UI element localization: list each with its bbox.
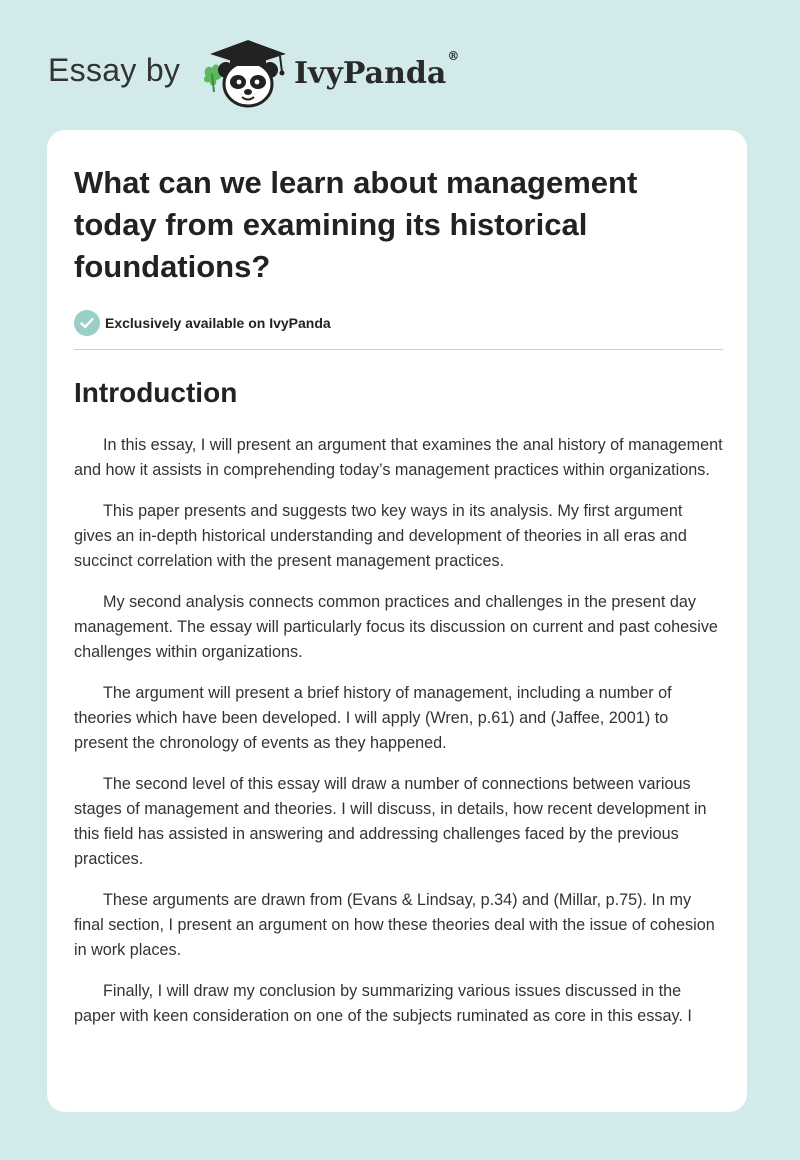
brand-text: IvyPanda (294, 56, 447, 91)
paragraph: In this essay, I will present an argument that examines the anal history of management and how it assists in comprehending today’s management practices within organizations. (74, 436, 723, 479)
exclusive-badge-label: Exclusively available on IvyPanda (105, 315, 331, 331)
paragraph: The second level of this essay will draw a number of connections between various stages of management and theories. I will discuss, in details, how recent development in this field has assisted in answering and addressing challenges faced by the previous practices. (74, 775, 707, 868)
title-divider (74, 349, 723, 350)
panda-graduate-logo-icon[interactable] (200, 36, 292, 110)
site-header (48, 36, 748, 116)
check-circle-icon (74, 310, 100, 336)
paragraph: This paper presents and suggests two key ways in its analysis. My first argument gives an in-depth historical understanding and development of theories in all eras and succinct correlation with the present management practices. (74, 502, 687, 570)
brand-name[interactable] (294, 49, 460, 91)
essay-card (47, 130, 747, 1112)
section-heading: Introduction (74, 377, 238, 408)
essay-by-label: Essay by (48, 52, 181, 88)
exclusive-badge (74, 309, 723, 337)
paragraph: My second analysis connects common practices and challenges in the present day management. The essay will particularly focus its discussion on current and past cohesive challenges within organizations. (74, 593, 718, 661)
paragraph: The argument will present a brief history of management, including a number of theories which have been developed. I will apply (Wren, p.61) and (Jaffee, 2001) to present the chronology of events as they happened. (74, 684, 672, 752)
paragraph: Finally, I will draw my conclusion by summarizing various issues discussed in the paper with keen consideration on one of the subjects ruminated as core in this essay. I (74, 982, 692, 1025)
paragraph: These arguments are drawn from (Evans & Lindsay, p.34) and (Millar, p.75). In my final section, I present an argument on how these theories deal with the issue of cohesion in work places. (74, 891, 715, 959)
essay-content (74, 162, 723, 1029)
registered-mark: ® (447, 49, 460, 63)
essay-title: What can we learn about management today from examining its historical foundations? (74, 165, 638, 284)
